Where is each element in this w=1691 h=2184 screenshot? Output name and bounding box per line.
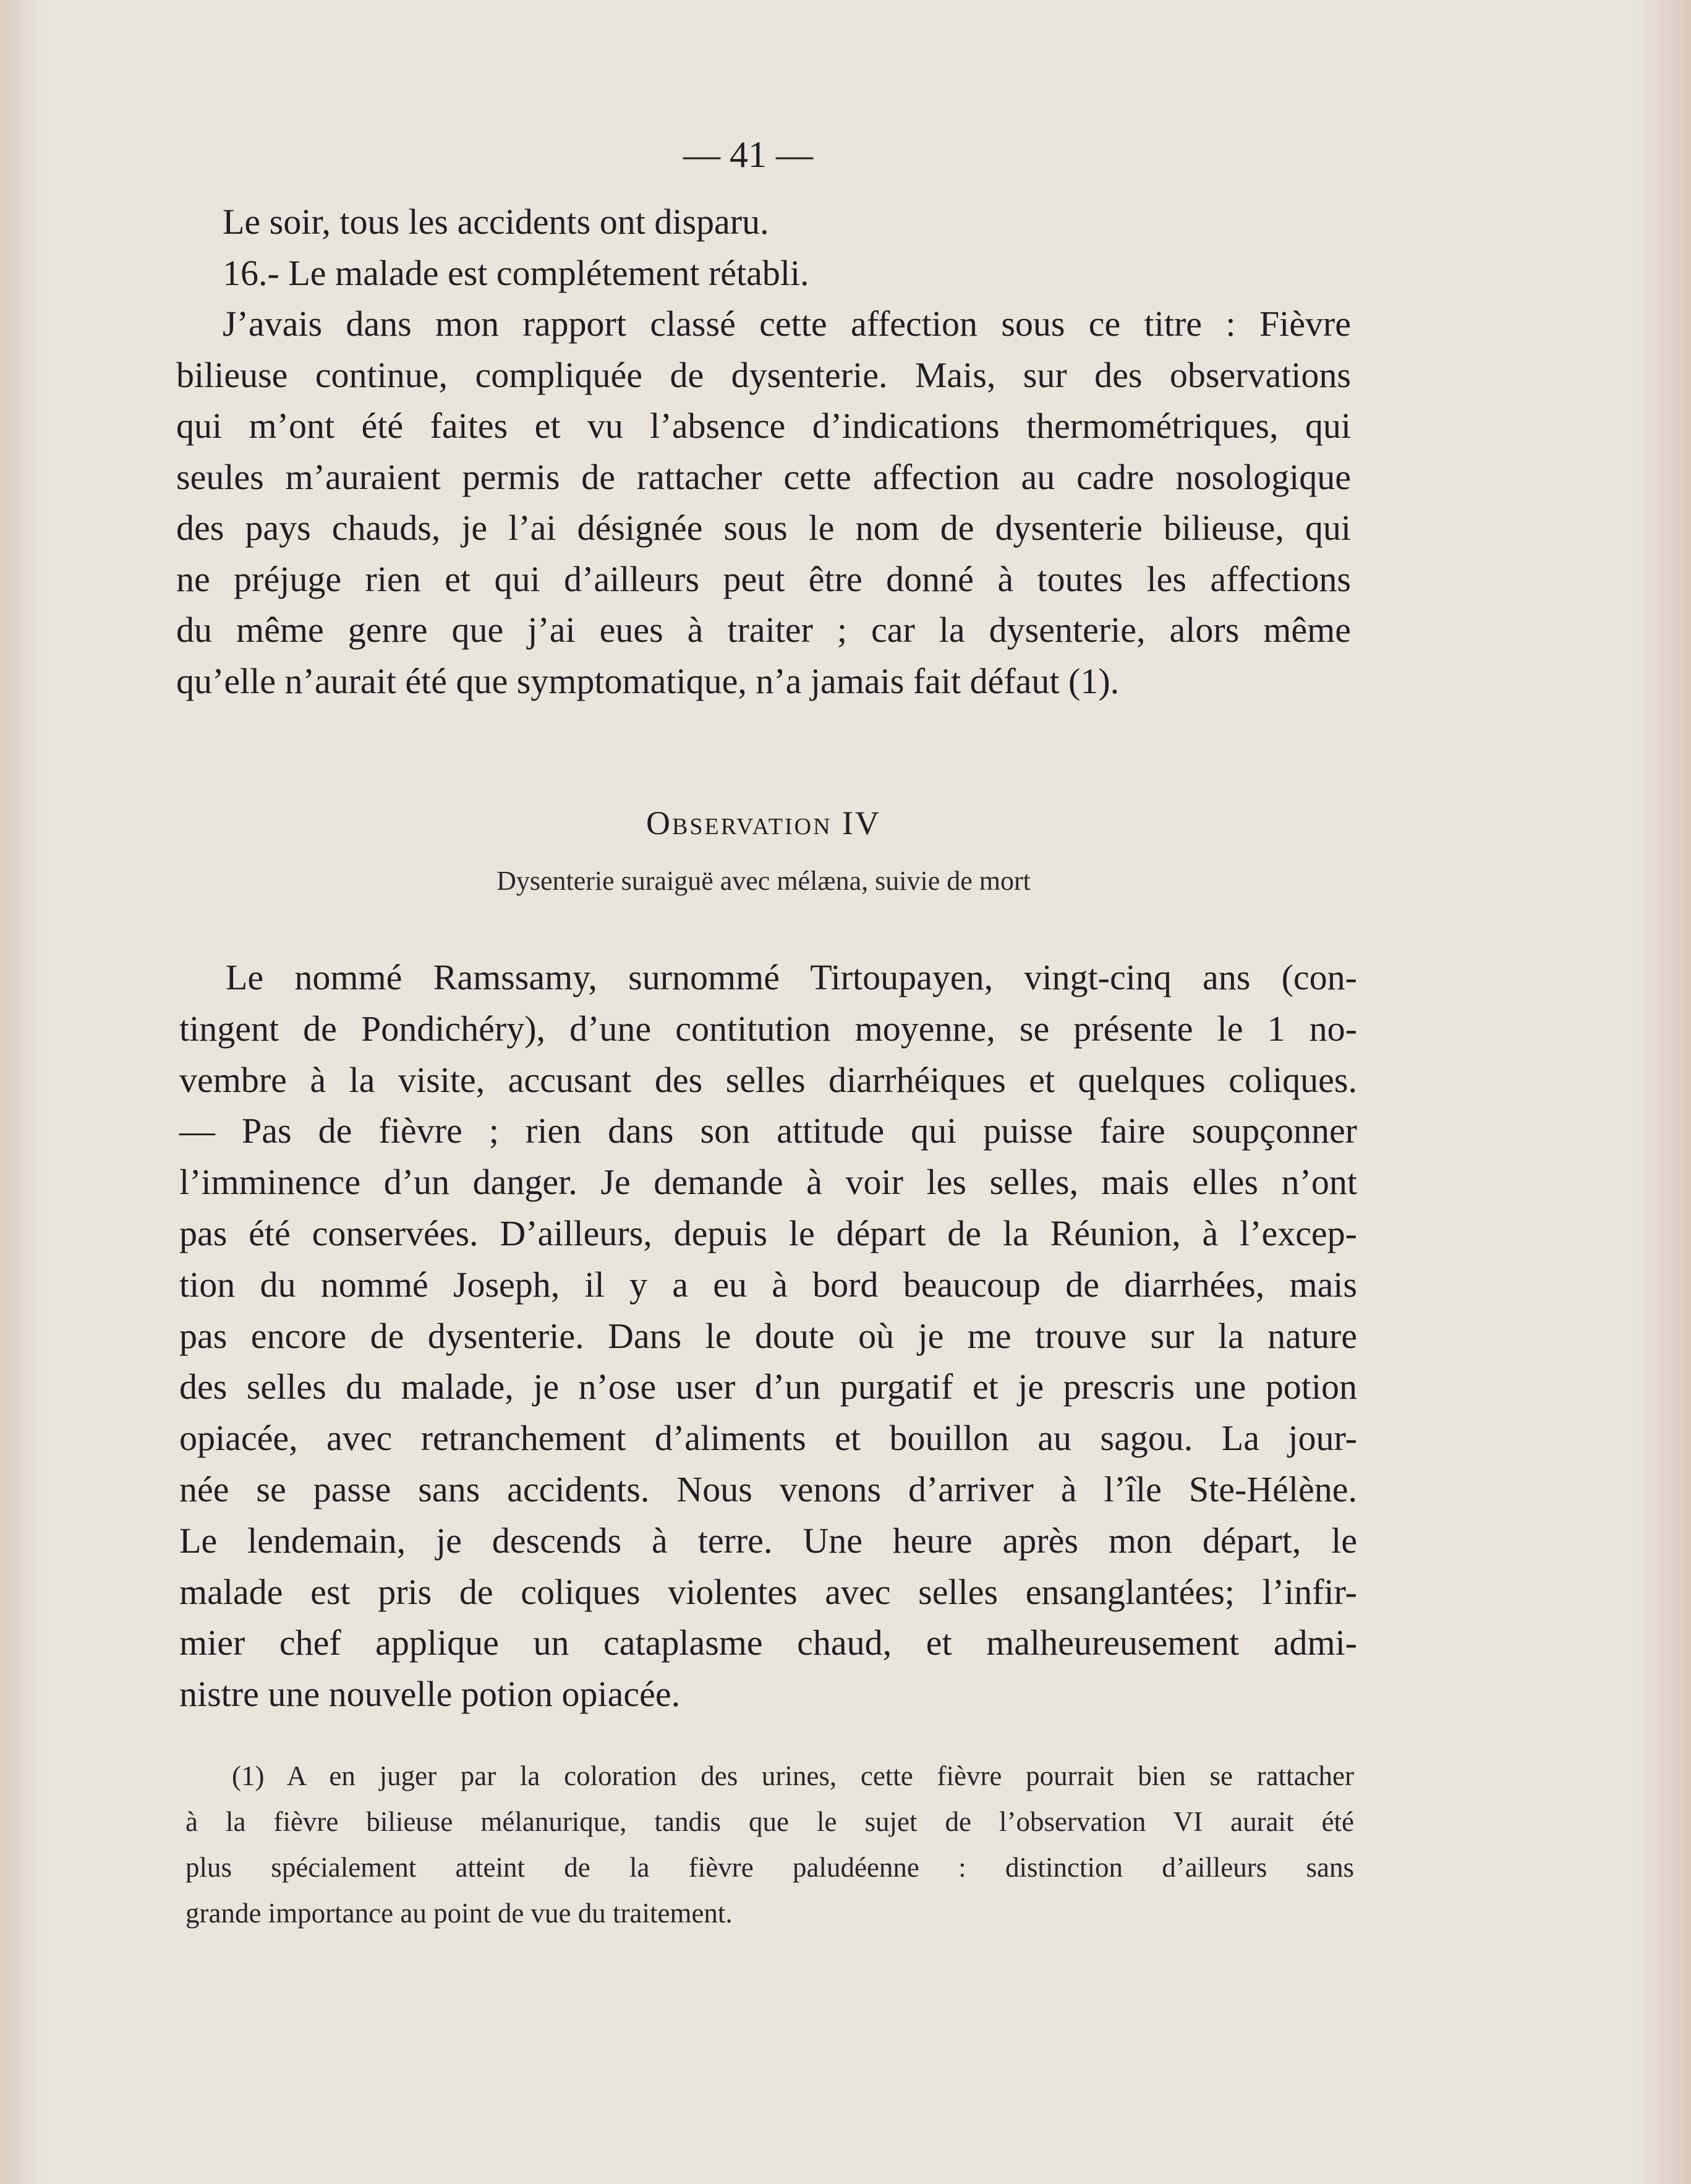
text-line: pas encore de dysenterie. Dans le doute où je me trouve sur la nature bbox=[179, 1315, 1357, 1356]
text-line: 16.- Le malade est complétement rétabli. bbox=[223, 252, 809, 293]
text-line: J’avais dans mon rapport classé cette affection sous ce titre : Fièvre bbox=[223, 304, 1351, 344]
top-paragraphs bbox=[176, 197, 1351, 707]
text-line: qu’elle n’aurait été que symptomatique, n’a jamais fait défaut (1). bbox=[176, 660, 1120, 701]
text-line: pas été conservées. D’ailleurs, depuis le départ de la Réunion, à l’excep- bbox=[179, 1213, 1357, 1253]
text-line: — Pas de fièvre ; rien dans son attitude qui puisse faire soupçonner bbox=[179, 1111, 1357, 1151]
text-line: ne préjuge rien et qui d’ailleurs peut être donné à toutes les affections bbox=[176, 558, 1351, 599]
footnote-line: grande importance au point de vue du traitement. bbox=[185, 1898, 733, 1929]
footnote-line: à la fièvre bilieuse mélanurique, tandis que le sujet de l’observation VI aurait été bbox=[185, 1806, 1354, 1837]
observation-body bbox=[179, 952, 1357, 1720]
footnote bbox=[185, 1753, 1354, 1936]
text-line: Le soir, tous les accidents ont disparu. bbox=[223, 202, 769, 242]
text-line: qui m’ont été faites et vu l’absence d’indications thermométriques, qui bbox=[176, 406, 1351, 446]
text-line: l’imminence d’un danger. Je demande à voir les selles, mais elles n’ont bbox=[179, 1162, 1357, 1203]
footnote-line: (1) A en juger par la coloration des urines, cette fièvre pourrait bien se rattacher bbox=[232, 1760, 1354, 1791]
text-line: née se passe sans accidents. Nous venons d’arriver à l’île Ste-Hélène. bbox=[179, 1469, 1357, 1509]
page-number: — 41 — bbox=[683, 134, 813, 175]
footnote-line: plus spécialement atteint de la fièvre paludéenne : distinction d’ailleurs sans bbox=[185, 1852, 1354, 1883]
text-line: tion du nommé Joseph, il y a eu à bord beaucoup de diarrhées, mais bbox=[179, 1264, 1357, 1305]
text-line: opiacée, avec retranchement d’aliments et bouillon au sagou. La jour- bbox=[179, 1418, 1357, 1459]
text-line: vembre à la visite, accusant des selles diarrhéiques et quelques coliques. bbox=[179, 1059, 1357, 1100]
text-line: des selles du malade, je n’ose user d’un purgatif et je prescris une potion bbox=[179, 1367, 1357, 1407]
observation-heading: Observation IV bbox=[646, 804, 881, 842]
text-line: nistre une nouvelle potion opiacée. bbox=[179, 1674, 681, 1715]
text-line: Le nommé Ramssamy, surnommé Tirtoupayen, vingt-cinq ans (con- bbox=[226, 957, 1357, 997]
text-line: du même genre que j’ai eues à traiter ; car la dysenterie, alors même bbox=[176, 610, 1351, 650]
text-line: seules m’auraient permis de rattacher cette affection au cadre nosologique bbox=[176, 456, 1351, 497]
text-line: mier chef applique un cataplasme chaud, et malheureusement admi- bbox=[179, 1623, 1357, 1663]
text-line: Le lendemain, je descends à terre. Une heure après mon départ, le bbox=[179, 1520, 1357, 1561]
text-line: des pays chauds, je l’ai désignée sous le nom de dysenterie bilieuse, qui bbox=[176, 508, 1351, 548]
observation-subtitle: Dysenterie suraiguë avec mélæna, suivie de mort bbox=[496, 866, 1031, 896]
text-line: malade est pris de coliques violentes avec selles ensanglantées; l’infir- bbox=[179, 1571, 1357, 1612]
text-line: bilieuse continue, compliquée de dysenterie. Mais, sur des observations bbox=[176, 354, 1351, 395]
text-line: tingent de Pondichéry), d’une contitution moyenne, se présente le 1 no- bbox=[179, 1008, 1357, 1049]
